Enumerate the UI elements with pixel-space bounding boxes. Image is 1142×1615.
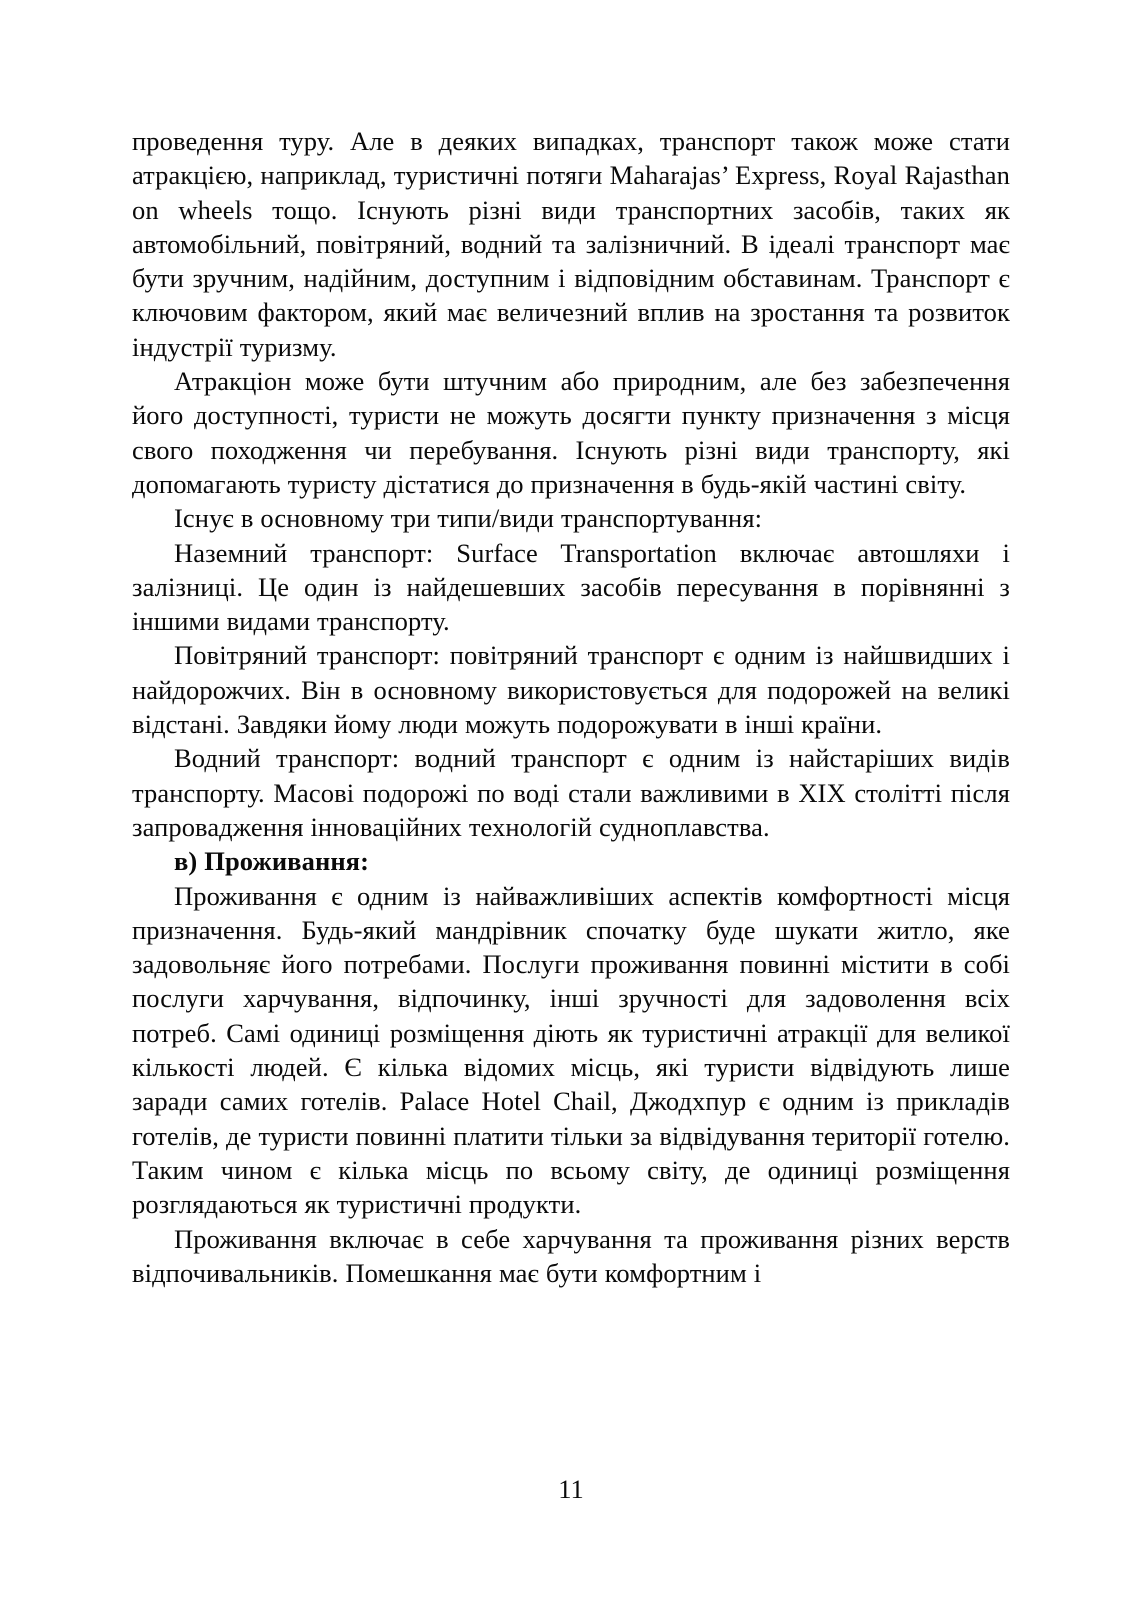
paragraph-surface-transport: Наземний транспорт: Surface Transportation включає автошляхи і залізниці. Це один із найдешевших засобів пересування в порівнянні з іншими видами транспорту. bbox=[132, 537, 1010, 637]
page-text-column bbox=[132, 124, 1010, 1290]
paragraph-water-transport: Водний транспорт: водний транспорт є одним із найстаріших видів транспорту. Масові подорожі по воді стали важливими в ХІХ столітті після запровадження інноваційних технологій судноплавства. bbox=[132, 743, 1010, 842]
paragraph-three-types: Існує в основному три типи/види транспортування: bbox=[174, 503, 763, 534]
paragraph-transport-continued: проведення туру. Але в деяких випадках, транспорт також може стати атракцією, наприклад, туристичні потяги Maharajas’ Express, Royal Rajasthan on wheels тощо. Існують різні види транспортних засобів, таких як автомобільний, повітряний, водний та залізничний. В ідеалі транспорт має бути зручним, надійним, доступним і відповідним обставинам. Транспорт є ключовим фактором, який має величезний вплив на зростання та розвиток індустрії туризму. bbox=[132, 126, 1010, 362]
page-number: 11 bbox=[558, 1474, 584, 1504]
paragraph-accommodation-second: Проживання включає в себе харчування та проживання різних верств відпочивальників. Помешкання має бути комфортним і bbox=[132, 1223, 1010, 1288]
paragraph-accommodation-first: Проживання є одним із найважливіших аспектів комфортності місця призначення. Будь-який мандрівник спочатку буде шукати житло, яке задовольняє його потребами. Послуги проживання повинні містити в собі послуги харчування, відпочинку, інші зручності для задоволення всіх потреб. Самі одиниці розміщення діють як туристичні атракції для великої кількості людей. Є кілька відомих місць, які туристи відвідують лише заради самих готелів. Palace Hotel Chail, Джодхпур є одним із прикладів готелів, де туристи повинні платити тільки за відвідування території готелю. Таким чином є кілька місць по всьому світу, де одиниці розміщення розглядаються як туристичні продукти. bbox=[132, 880, 1010, 1220]
heading-accommodation: в) Проживання: bbox=[174, 846, 370, 877]
paragraph-attraction: Атракціон може бути штучним або природним, але без забезпечення його доступності, туристи не можуть досягти пункту призначення з місця свого походження чи перебування. Існують різні види транспорту, які допомагають туристу дістатися до призначення в будь-якій частині світу. bbox=[132, 366, 1010, 499]
paragraph-air-transport: Повітряний транспорт: повітряний транспорт є одним із найшвидших і найдорожчих. Він в основному використовується для подорожей на великі відстані. Завдяки йому люди можуть подорожувати в інші країни. bbox=[132, 640, 1010, 740]
